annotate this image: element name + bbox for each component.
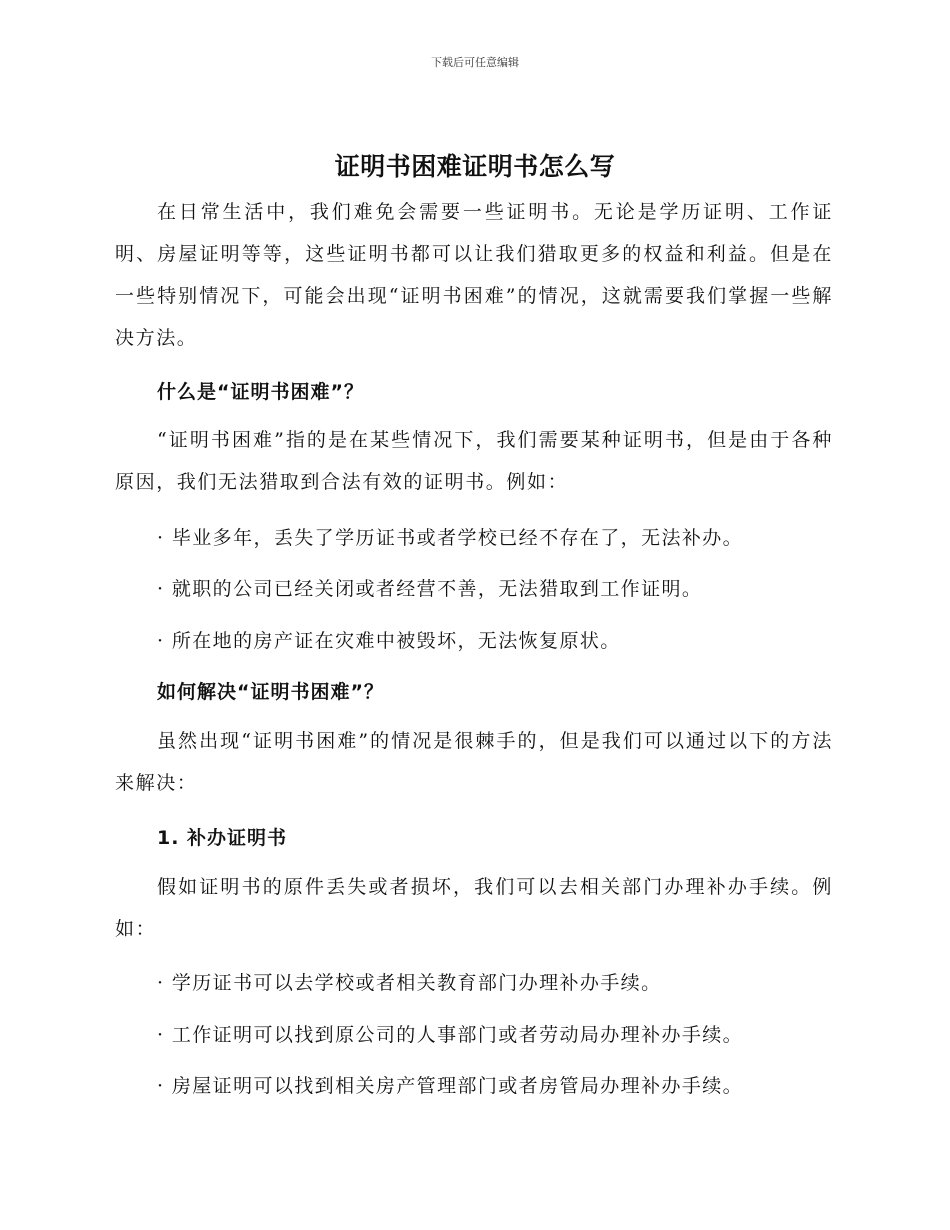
subsection-heading-reissue: 1. 补办证明书 xyxy=(157,827,288,849)
section-heading-what: 什么是“证明书困难”？ xyxy=(157,381,364,403)
list-item: · 工作证明可以找到原公司的人事部门或者劳动局办理补办手续。 xyxy=(157,1024,744,1046)
section-heading-how: 如何解决“证明书困难”？ xyxy=(157,681,384,703)
list-item: · 所在地的房产证在灾难中被毁坏，无法恢复原状。 xyxy=(157,630,621,652)
subsection-paragraph-reissue: 假如证明书的原件丢失或者损坏，我们可以去相关部门办理补办手续。例如： xyxy=(115,876,833,940)
document-title: 证明书困难证明书怎么写 xyxy=(334,152,616,181)
header-note: 下载后可任意编辑 xyxy=(431,56,519,69)
intro-paragraph: 在日常生活中，我们难免会需要一些证明书。无论是学历证明、工作证明、房屋证明等等，这些证明书都可以让我们猎取更多的权益和利益。但是在一些特别情况下，可能会出现“证明书困难”的情况，这就需要我们掌握一些解决方法。 xyxy=(115,201,833,349)
list-item: · 毕业多年，丢失了学历证书或者学校已经不存在了，无法补办。 xyxy=(157,527,744,549)
list-item: · 房屋证明可以找到相关房产管理部门或者房管局办理补办手续。 xyxy=(157,1075,744,1097)
section-paragraph-what: “证明书困难”指的是在某些情况下，我们需要某种证明书，但是由于各种原因，我们无法猎取到合法有效的证明书。例如： xyxy=(115,429,833,493)
list-item: · 学历证书可以去学校或者相关教育部门办理补办手续。 xyxy=(157,972,662,994)
list-item: · 就职的公司已经关闭或者经营不善，无法猎取到工作证明。 xyxy=(157,578,703,600)
section-paragraph-how: 虽然出现“证明书困难”的情况是很棘手的，但是我们可以通过以下的方法来解决： xyxy=(115,730,833,794)
